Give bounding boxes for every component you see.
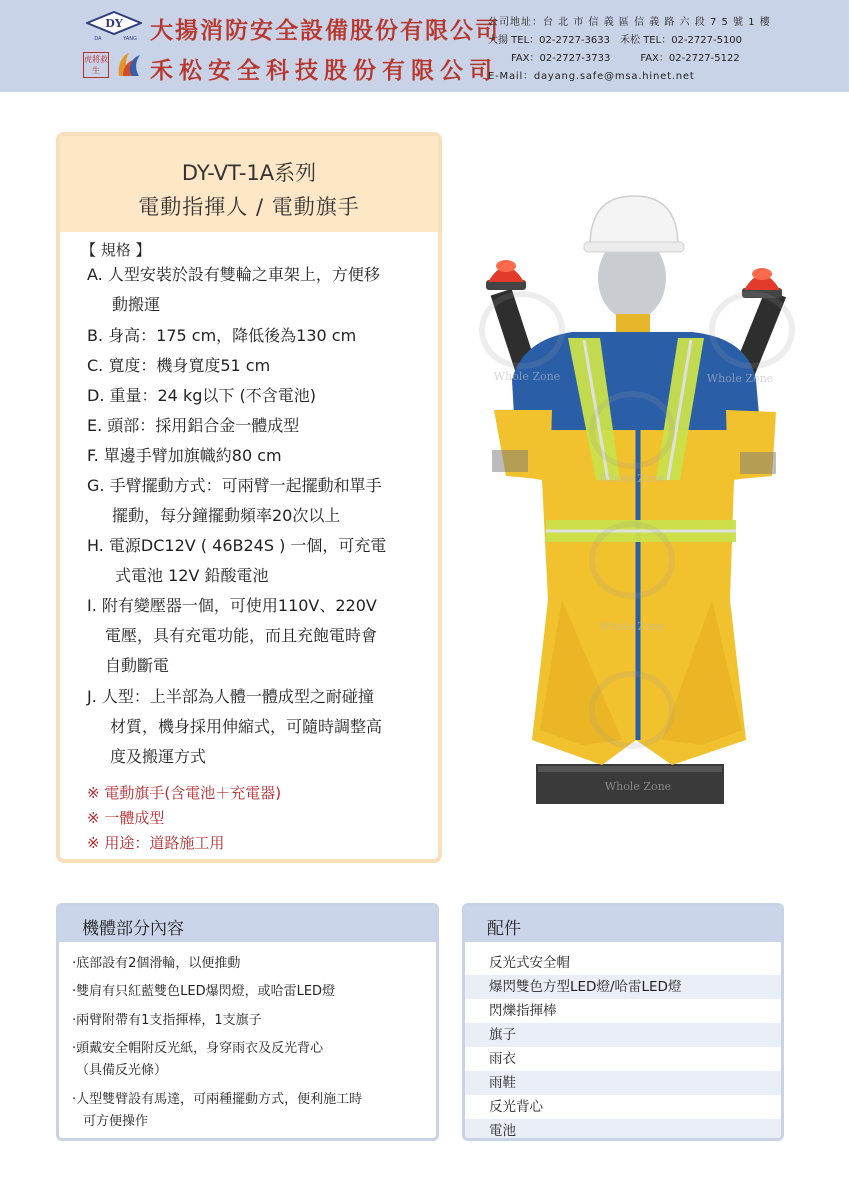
page-header	[0, 0, 849, 92]
spec-item-a-cont: 動搬運	[112, 295, 161, 314]
spec-card	[56, 132, 442, 863]
flagman-robot-image	[472, 180, 812, 820]
parts-item-5-cont: 可方便操作	[83, 1114, 149, 1129]
seal-logo-text: 虎將救生	[84, 55, 108, 75]
hesong-logo	[113, 50, 145, 80]
accessories-list	[465, 951, 781, 1141]
spec-item-e: E. 頭部：採用鋁合金一體成型	[87, 416, 300, 435]
spec-item-g: G. 手臂擺動方式：可兩臂一起擺動和單手	[87, 476, 382, 495]
accessory-item: 旗子	[465, 1023, 781, 1047]
safety-helmet-icon	[584, 196, 684, 252]
dayang-logo	[86, 11, 142, 41]
spec-item-c: C. 寬度：機身寬度51 cm	[87, 356, 271, 375]
company-name-dayang: 大揚消防安全設備股份有限公司	[150, 18, 500, 44]
parts-item-5: ‧人型雙臂設有馬達，可兩種擺動方式，便利施工時	[72, 1092, 363, 1107]
spec-item-i-cont-1: 電壓，具有充電功能，而且充飽電時會	[105, 626, 378, 645]
spec-item-g-cont: 擺動，每分鐘擺動頻率20次以上	[112, 506, 341, 525]
watermark-text: Whole Zone	[493, 370, 561, 383]
parts-item-3: ‧兩臂附帶有1支指揮棒，1支旗子	[72, 1013, 262, 1028]
watermark-text: Whole Zone	[598, 472, 666, 485]
seal-logo	[83, 52, 109, 78]
spec-card-header	[60, 136, 438, 232]
accessory-item: 反光背心	[489, 1099, 543, 1115]
spec-item-j-cont-2: 度及搬運方式	[110, 747, 207, 766]
spec-item-j: J. 人型：上半部為人體一體成型之耐碰撞	[87, 687, 374, 706]
spec-item-i: I. 附有變壓器一個，可使用110V、220V	[87, 596, 377, 615]
company-email: E-Mail：dayang.safe@msa.hinet.net	[488, 71, 695, 82]
spec-item-a: A. 人型安裝於設有雙輪之車架上，方便移	[87, 265, 380, 284]
accessory-item: 雨鞋	[465, 1071, 781, 1095]
company-fax: FAX：02-2727-3733 FAX：02-2727-5122	[511, 53, 740, 64]
accessory-item: 爆閃雙色方型LED燈/哈雷LED燈	[465, 975, 781, 999]
accessory-item: 雨衣	[489, 1051, 516, 1067]
note-one-piece: ※ 一體成型	[87, 809, 165, 827]
accessory-item: 反光式安全帽	[489, 955, 570, 971]
spec-section-title: 【 規格 】	[81, 241, 151, 259]
spec-item-h-cont: 式電池 12V 鉛酸電池	[115, 566, 269, 585]
spec-item-b: B. 身高：175 cm，降低後為130 cm	[87, 326, 357, 345]
watermark-text: Whole Zone	[598, 620, 666, 633]
company-name-hesong: 禾松安全科技股份有限公司	[150, 58, 498, 84]
accessory-item: 電池	[465, 1119, 781, 1141]
note-usage: ※ 用途：道路施工用	[87, 834, 225, 852]
dayang-logo-sub-left: DA	[94, 36, 102, 41]
note-battery-charger: ※ 電動旗手(含電池＋充電器)	[87, 784, 282, 802]
spec-item-j-cont-1: 材質，機身採用伸縮式，可隨時調整高	[110, 717, 383, 736]
dayang-logo-text: DY	[105, 17, 123, 30]
accessories-title: 配件	[465, 906, 781, 942]
model-number: DY-VT-1A系列	[181, 161, 317, 185]
spec-item-h: H. 電源DC12V ( 46B24S ) 一個，可充電	[87, 536, 387, 555]
accessories-card	[462, 903, 784, 1141]
dayang-logo-sub-right: YANG	[123, 36, 137, 41]
accessory-item: 閃爍指揮棒	[489, 1003, 557, 1019]
parts-item-2: ‧雙肩有只紅藍雙色LED爆閃燈，或哈雷LED燈	[72, 984, 336, 999]
body-parts-title: 機體部分內容	[59, 906, 436, 942]
product-name: 電動指揮人 / 電動旗手	[138, 195, 360, 219]
watermark-text: Whole Zone	[604, 780, 672, 793]
company-address: 公司地址：台 北 市 信 義 區 信 義 路 六 段 7 5 號 1 樓	[488, 17, 771, 28]
spec-item-i-cont-2: 自動斷電	[105, 656, 170, 675]
body-parts-card	[56, 903, 439, 1141]
watermark-text: Whole Zone	[706, 372, 774, 385]
parts-item-1: ‧底部設有2個滑輪，以便推動	[72, 956, 241, 971]
parts-item-4: ‧頭戴安全帽附反光紙，身穿雨衣及反光背心	[72, 1041, 324, 1056]
spec-item-d: D. 重量：24 kg以下 (不含電池)	[87, 386, 316, 405]
parts-item-4-cont: （具備反光條）	[76, 1063, 168, 1078]
spec-item-f: F. 單邊手臂加旗幟約80 cm	[87, 446, 282, 465]
company-tel: 大揚 TEL：02-2727-3633 禾松 TEL：02-2727-5100	[488, 35, 743, 46]
left-led-light-icon	[486, 260, 526, 290]
